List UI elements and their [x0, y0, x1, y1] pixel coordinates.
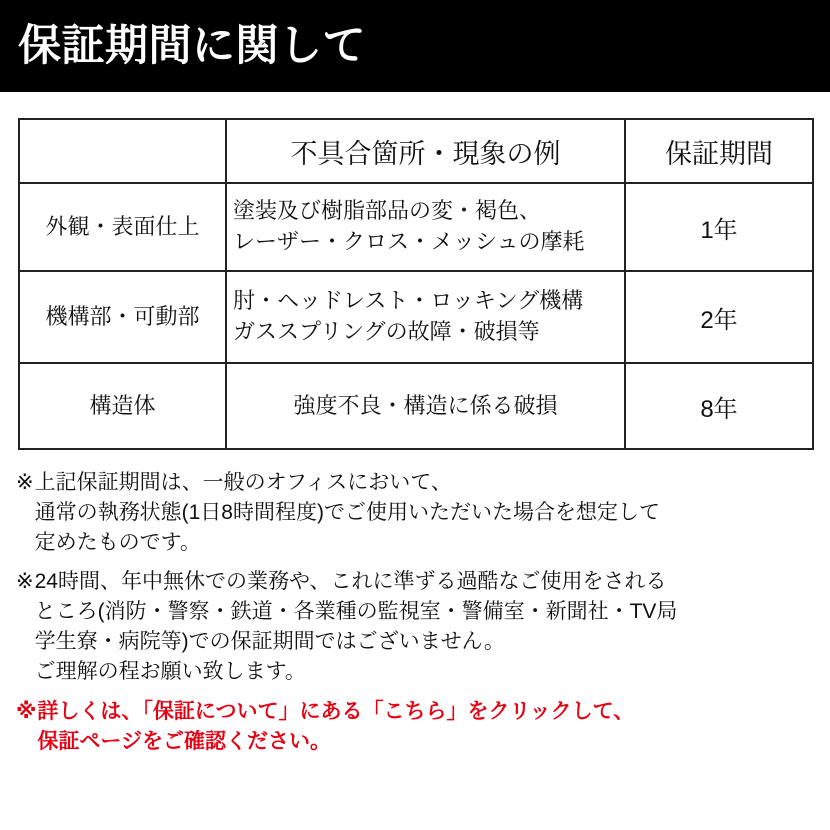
note-mark: ※	[16, 570, 34, 594]
note-item-warning	[16, 697, 814, 757]
row-description-line: 強度不良・構造に係る破損	[293, 392, 558, 418]
note-line: 定めたものです。	[34, 530, 201, 554]
row-description-line: 塗装及び樹脂部品の変・褐色、	[233, 198, 542, 224]
row-period: 8年	[625, 363, 813, 449]
note-item	[16, 468, 814, 557]
note-mark: ※	[16, 471, 34, 494]
table-header-period: 保証期間	[625, 119, 813, 183]
note-body	[35, 567, 814, 686]
table-row	[19, 271, 813, 363]
note-line: 学生寮・病院等)での保証期間ではございません。	[34, 630, 505, 654]
note-body	[35, 468, 814, 557]
row-description-line: ガススプリングの故障・破損等	[233, 319, 540, 344]
row-period: 2年	[625, 271, 813, 363]
row-description	[226, 271, 625, 363]
note-item	[16, 567, 814, 686]
row-description-line: レーザー・クロス・メッシュの摩耗	[233, 229, 585, 254]
row-description	[226, 183, 625, 271]
page-title: 保証期間に関して	[18, 21, 366, 70]
row-category: 外観・表面仕上	[19, 183, 226, 271]
note-line: ところ(消防・警察・鉄道・各業種の監視室・警備室・新聞社・TV局	[34, 600, 678, 624]
table-header-row	[19, 119, 813, 183]
note-line: 24時間、年中無休での業務や、これに準ずる過酷なご使用をされる	[34, 570, 667, 594]
note-mark: ※	[16, 699, 37, 723]
note-line: 詳しくは、「保証について」にある「こちら」をクリックして、	[37, 699, 635, 723]
table-row	[19, 363, 813, 449]
warranty-table	[18, 118, 814, 450]
row-category: 機構部・可動部	[19, 271, 226, 363]
table-header-symptom: 不具合箇所・現象の例	[226, 119, 625, 183]
warranty-table-wrap	[0, 92, 830, 450]
note-line: 上記保証期間は、一般のオフィスにおいて、	[34, 471, 452, 494]
page-header	[0, 0, 830, 92]
notes-section	[0, 450, 830, 830]
note-line: 通常の執務状態(1日8時間程度)でご使用いただいた場合を想定して	[34, 500, 660, 524]
note-line: 保証ページをご確認ください。	[37, 729, 332, 753]
table-header-blank	[19, 119, 226, 183]
note-body	[37, 697, 814, 757]
row-description	[226, 363, 625, 449]
row-category: 構造体	[19, 363, 226, 449]
row-period: 1年	[625, 183, 813, 271]
note-line: ご理解の程お願い致します。	[34, 659, 306, 683]
row-description-line: 肘・ヘッドレスト・ロッキング機構	[233, 288, 584, 314]
table-row	[19, 183, 813, 271]
